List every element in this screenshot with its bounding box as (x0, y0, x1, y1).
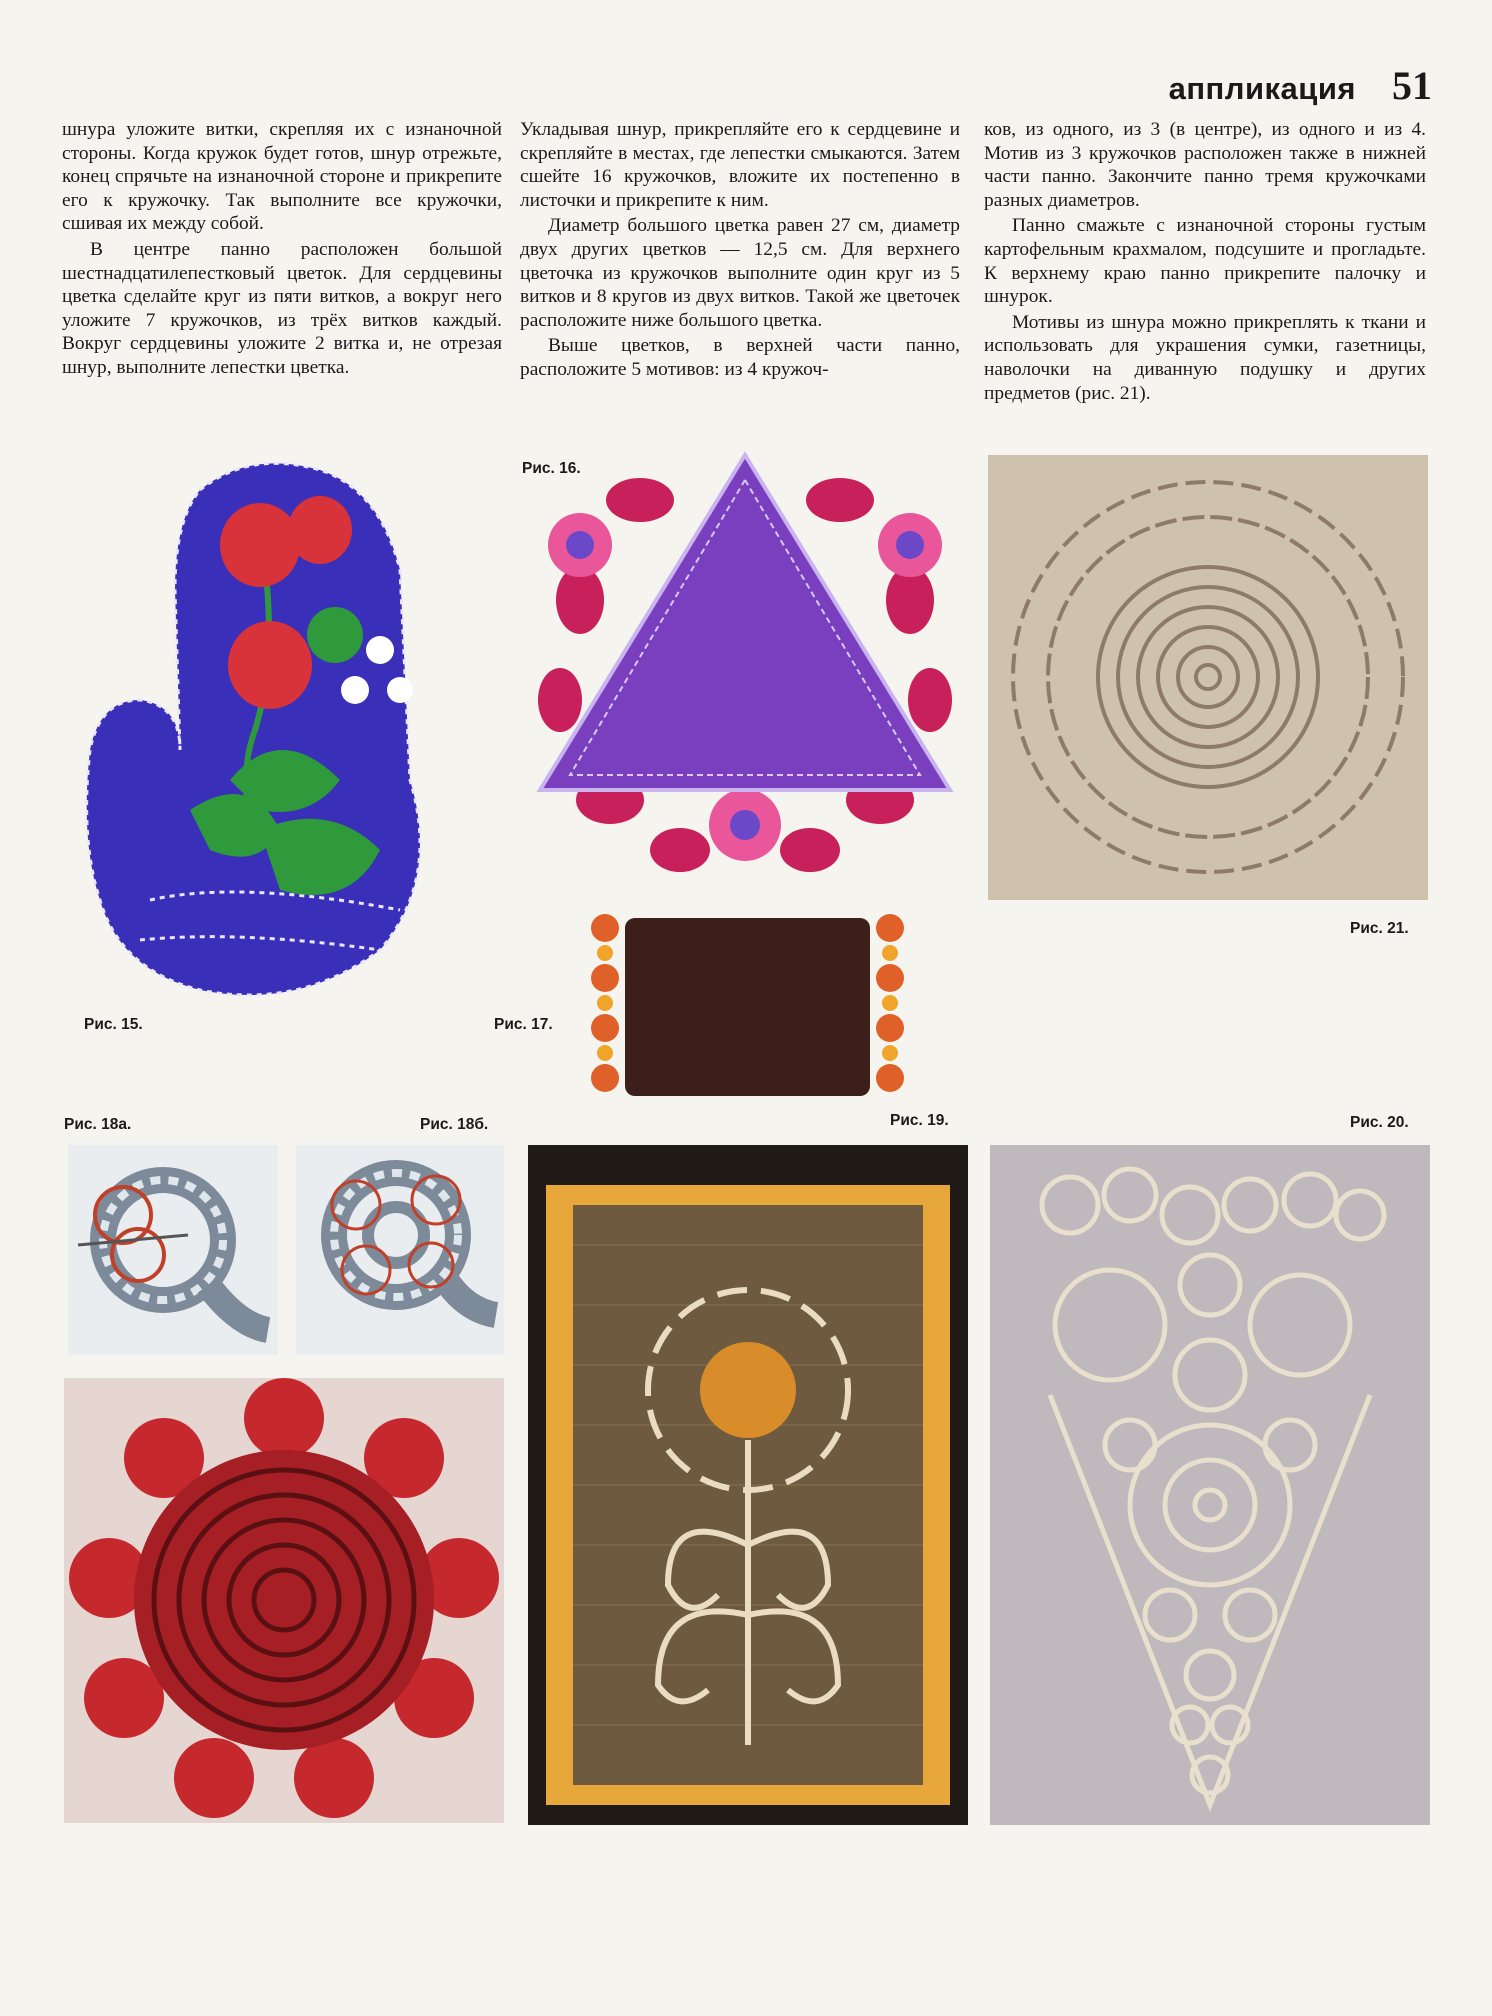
caption-fig-18a: Рис. 18а. (64, 1116, 132, 1133)
paragraph: Укладывая шнур, прикрепляйте его к сердцевине и скрепляйте в местах, где лепестки смыкаются. Затем сшейте 16 кружочков, вложите их постепенно в листочки и прикрепите к ним. (520, 119, 960, 211)
caption-fig-20: Рис. 20. (1350, 1114, 1409, 1131)
paragraph: Мотивы из шнура можно прикреплять к ткани и использовать для украшения сумки, газетницы, наволочки на диванную подушку и других предметов (рис. 21). (984, 311, 1426, 404)
figure-20-cord-lace (990, 1145, 1430, 1825)
paragraph: ков, из одного, из 3 (в центре), из одного и из 4. Мотив из 3 кружочков расположен также в нижней части панно. Закончите панно тремя кружочками разных диаметров. (984, 119, 1426, 211)
caption-fig-18b: Рис. 18б. (420, 1116, 489, 1133)
paragraph: Выше цветков, в верхней части панно, расположите 5 мотивов: из 4 кружоч- (520, 335, 960, 380)
figure-red-coaster (64, 1378, 504, 1823)
caption-fig-17: Рис. 17. (494, 1016, 553, 1033)
paragraph: шнура уложите витки, скрепляя их с изнаночной стороны. Когда кружок будет готов, шнур отрежьте, конец спрячьте на изнаночной стороне и прикрепите его к кружочку. Так выполните все кружочки, сшивая их между собой. (62, 119, 502, 235)
figure-15-mitten-appliqué (80, 450, 510, 1010)
paragraph: В центре панно расположен большой шестнадцатилепестковый цветок. Для сердцевины цветка сделайте круг из пяти витков, а вокруг него уложите 7 кружочков, из трёх витков каждый. Вокруг сердцевины уложите 2 витка и, не отрезая шнур, выполните лепестки цветка. (62, 238, 502, 378)
caption-fig-15: Рис. 15. (84, 1016, 143, 1033)
caption-fig-19: Рис. 19. (890, 1112, 949, 1129)
figure-19-burlap-panel (528, 1145, 968, 1825)
paragraph: Панно смажьте с изнаночной стороны густым картофельным крахмалом, подсушите и прогладьте. К верхнему краю панно прикрепите палочку и шнурок. (984, 215, 1426, 308)
caption-fig-21: Рис. 21. (1350, 920, 1409, 937)
figure-18a-coiling-diagram (68, 1145, 278, 1355)
section-name: аппликация (1168, 71, 1356, 106)
page-number: 51 (1392, 63, 1432, 108)
figure-16-triangle-wreath (520, 440, 970, 890)
caption-fig-16: Рис. 16. (522, 460, 581, 477)
figure-18b-coiling-diagram (296, 1145, 504, 1355)
figure-21-cord-spiral (988, 455, 1428, 900)
text-column-2 (520, 118, 960, 384)
paragraph: Диаметр большого цветка равен 27 см, диаметр двух других цветков — 12,5 см. Для верхнего цветочка из кружочков выполните один круг из 5 витков и 8 кругов из двух витков. Такой же цветочек расположите ниже большого цветка. (520, 215, 960, 331)
figure-17-rug (585, 908, 910, 1106)
text-column-1 (62, 118, 502, 382)
running-head (1169, 62, 1432, 109)
text-column-3 (984, 118, 1426, 407)
